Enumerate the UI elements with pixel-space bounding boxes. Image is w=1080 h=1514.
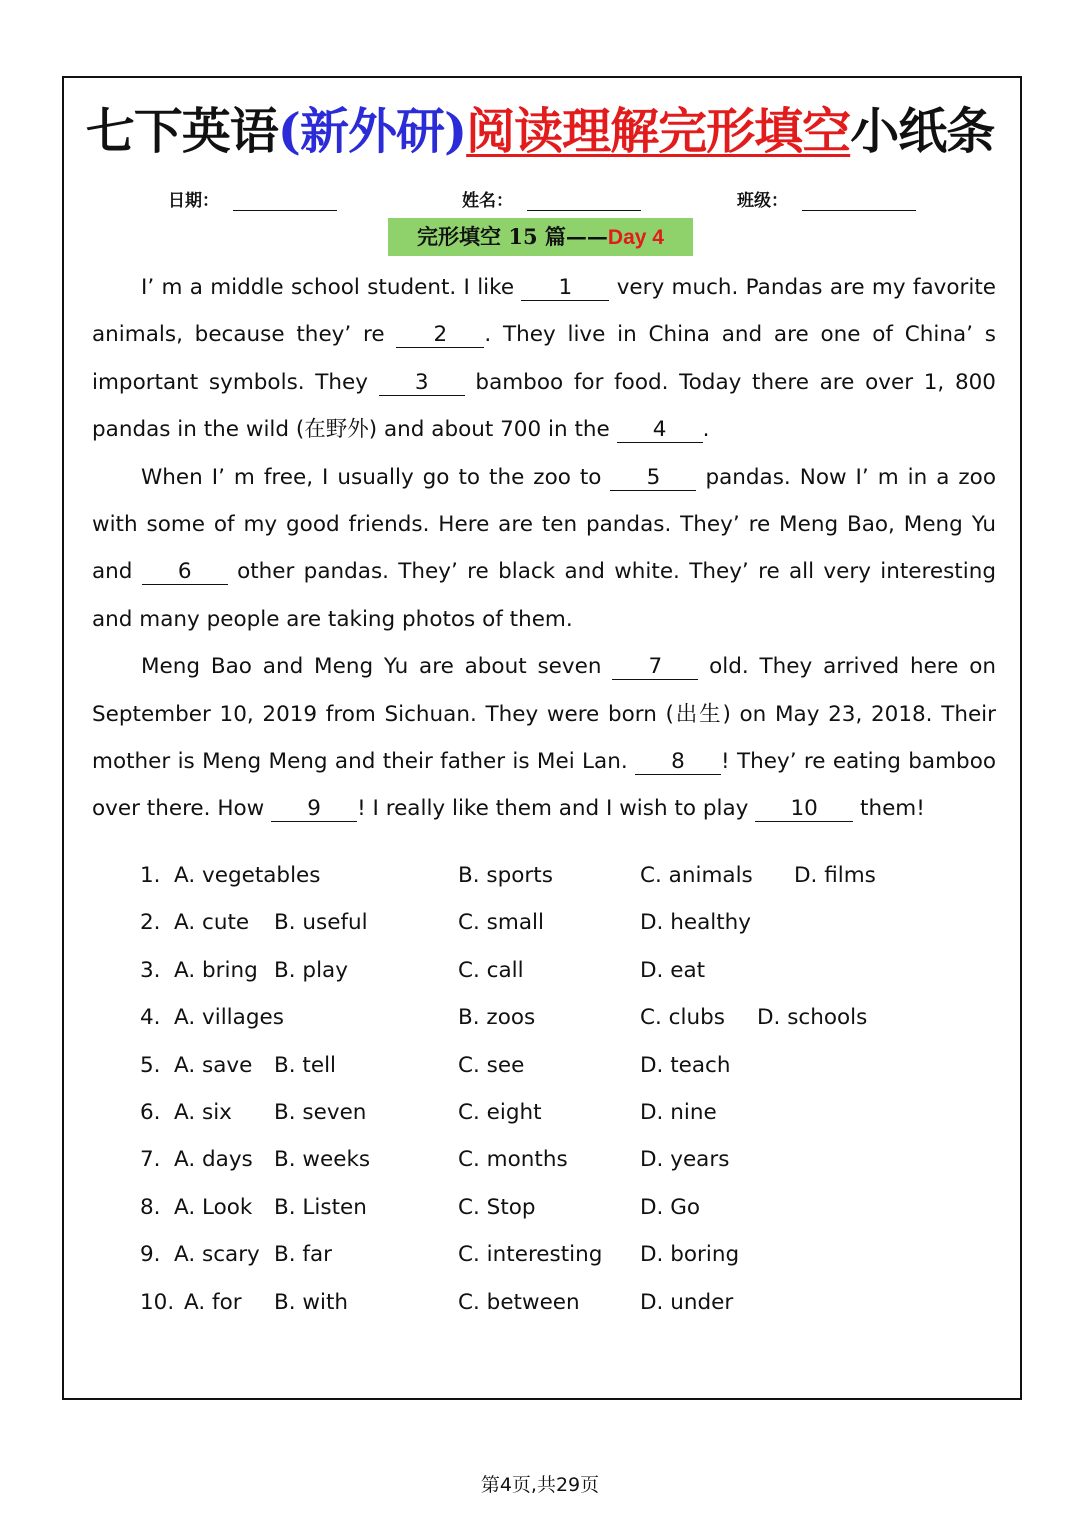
passage-text: . (702, 417, 710, 443)
option-row (140, 852, 1020, 899)
option-b[interactable]: B. useful (274, 910, 368, 936)
option-b[interactable]: B. sports (458, 863, 553, 888)
passage-text: When I’ m free, I usually go to the zoo to (141, 464, 611, 490)
option-b[interactable]: B. tell (274, 1052, 337, 1078)
question-number: 6. (140, 1099, 161, 1125)
option-row (140, 1042, 1020, 1089)
class-field (737, 186, 916, 211)
passage-text: . They live in China and are one of China’ s important symbols. They (92, 322, 996, 395)
option-a[interactable]: A. save (174, 1052, 253, 1078)
option-a[interactable]: A. vegetables (174, 863, 321, 888)
question-number: 2. (140, 910, 161, 936)
cloze-passage (92, 264, 996, 833)
option-row (140, 1279, 1020, 1326)
question-number: 1. (140, 863, 161, 888)
option-c[interactable]: C. see (458, 1052, 525, 1078)
option-d[interactable]: D. years (640, 1147, 730, 1173)
class-label: 班级： (737, 191, 788, 211)
blank-2: 2 (396, 323, 484, 348)
blank-10: 10 (755, 797, 853, 822)
option-row (140, 1231, 1020, 1278)
option-c[interactable]: C. Stop (458, 1194, 536, 1220)
option-d[interactable]: D. Go (640, 1194, 701, 1220)
question-number: 9. (140, 1242, 161, 1268)
blank-5: 5 (610, 466, 696, 491)
blank-4: 4 (617, 418, 703, 443)
title-part-2: (新外研) (277, 102, 467, 160)
class-line[interactable] (802, 190, 916, 211)
question-number: 5. (140, 1052, 161, 1078)
passage-text: pandas. Now I’ m in a zoo with some of my good friends. Here are ten pandas. They’ re Meng Bao, Meng Yu and (92, 464, 996, 585)
option-b[interactable]: B. far (274, 1242, 333, 1268)
date-field (168, 186, 337, 211)
option-c[interactable]: C. interesting (458, 1242, 603, 1268)
blank-9: 9 (271, 797, 357, 822)
blank-6: 6 (142, 560, 228, 585)
question-number: 7. (140, 1147, 161, 1173)
passage-text: ! I really like them and I wish to play (357, 796, 756, 822)
option-row (140, 1136, 1020, 1183)
answer-options (140, 852, 1020, 1326)
option-d[interactable]: D. films (794, 863, 876, 888)
option-d[interactable]: D. healthy (640, 910, 752, 936)
passage-text: other pandas. They’ re black and white. They’ re all very interesting and many people are taking photos of them. (92, 559, 996, 632)
name-field (462, 186, 641, 211)
option-c[interactable]: C. clubs (640, 1005, 725, 1031)
passage-text: old. They arrived here on September 10, 2019 from Sichuan. They were born (出生) on May 23, 2018. Their mother is Meng Meng and their father is Mei Lan. (92, 654, 996, 775)
paragraph-3 (92, 643, 996, 833)
option-row (140, 994, 1020, 1041)
date-line[interactable] (233, 190, 337, 211)
question-number: 3. (140, 957, 161, 983)
worksheet-title (0, 100, 1080, 162)
passage-text: Meng Bao and Meng Yu are about seven (141, 654, 613, 680)
option-d[interactable]: D. eat (640, 957, 706, 983)
option-c[interactable]: C. eight (458, 1099, 542, 1125)
blank-3: 3 (379, 371, 465, 396)
name-line[interactable] (527, 190, 641, 211)
option-d[interactable]: D. schools (757, 1005, 868, 1031)
option-b[interactable]: B. Listen (274, 1194, 367, 1220)
option-row (140, 1184, 1020, 1231)
option-b[interactable]: B. play (274, 957, 348, 983)
option-a[interactable]: A. Look (174, 1194, 253, 1220)
option-a[interactable]: A. days (174, 1147, 253, 1173)
badge-text: 完形填空 15 篇—— (417, 224, 608, 249)
option-d[interactable]: D. nine (640, 1099, 717, 1125)
blank-1: 1 (521, 276, 609, 301)
option-c[interactable]: C. between (458, 1289, 580, 1315)
day-badge (388, 218, 693, 256)
date-label: 日期： (168, 191, 219, 211)
option-c[interactable]: C. months (458, 1147, 568, 1173)
option-c[interactable]: C. call (458, 957, 524, 983)
passage-text: bamboo for food. Today there are over 1, 800 pandas in the wild (在野外) and about 700 in the (92, 369, 996, 443)
option-a[interactable]: A. for (184, 1289, 242, 1315)
passage-text: very much. Pandas are my favorite animals, because they’ re (92, 275, 996, 348)
name-label: 姓名： (462, 191, 513, 211)
option-a[interactable]: A. six (174, 1099, 232, 1125)
option-d[interactable]: D. boring (640, 1242, 740, 1268)
badge-day: Day 4 (607, 226, 664, 249)
question-number: 10. (140, 1289, 175, 1315)
option-a[interactable]: A. cute (174, 910, 250, 936)
option-a[interactable]: A. villages (174, 1005, 284, 1031)
blank-7: 7 (612, 655, 698, 680)
option-b[interactable]: B. seven (274, 1099, 367, 1125)
blank-8: 8 (635, 750, 721, 775)
page-footer: 第4页,共29页 (480, 1474, 600, 1496)
option-d[interactable]: D. teach (640, 1052, 731, 1078)
paragraph-1 (92, 264, 996, 454)
title-part-1: 七下英语 (85, 102, 278, 160)
option-b[interactable]: B. with (274, 1289, 349, 1315)
option-c[interactable]: C. animals (640, 863, 753, 888)
option-d[interactable]: D. under (640, 1289, 734, 1315)
question-number: 4. (140, 1005, 161, 1031)
paragraph-2 (92, 454, 996, 644)
option-row (140, 899, 1020, 946)
option-row (140, 947, 1020, 994)
title-part-4: 小纸条 (850, 102, 995, 160)
option-c[interactable]: C. small (458, 910, 544, 936)
option-b[interactable]: B. weeks (274, 1147, 371, 1173)
question-number: 8. (140, 1194, 161, 1220)
option-row (140, 1089, 1020, 1136)
option-a[interactable]: A. bring (174, 957, 258, 983)
passage-text: I’ m a middle school student. I like (141, 275, 522, 300)
title-part-3: 阅读理解完形填空 (466, 102, 851, 160)
passage-text: ! They’ re eating bamboo over there. How (92, 749, 996, 822)
option-a[interactable]: A. scary (174, 1242, 260, 1268)
option-b[interactable]: B. zoos (458, 1005, 536, 1031)
passage-text: them! (853, 796, 925, 822)
